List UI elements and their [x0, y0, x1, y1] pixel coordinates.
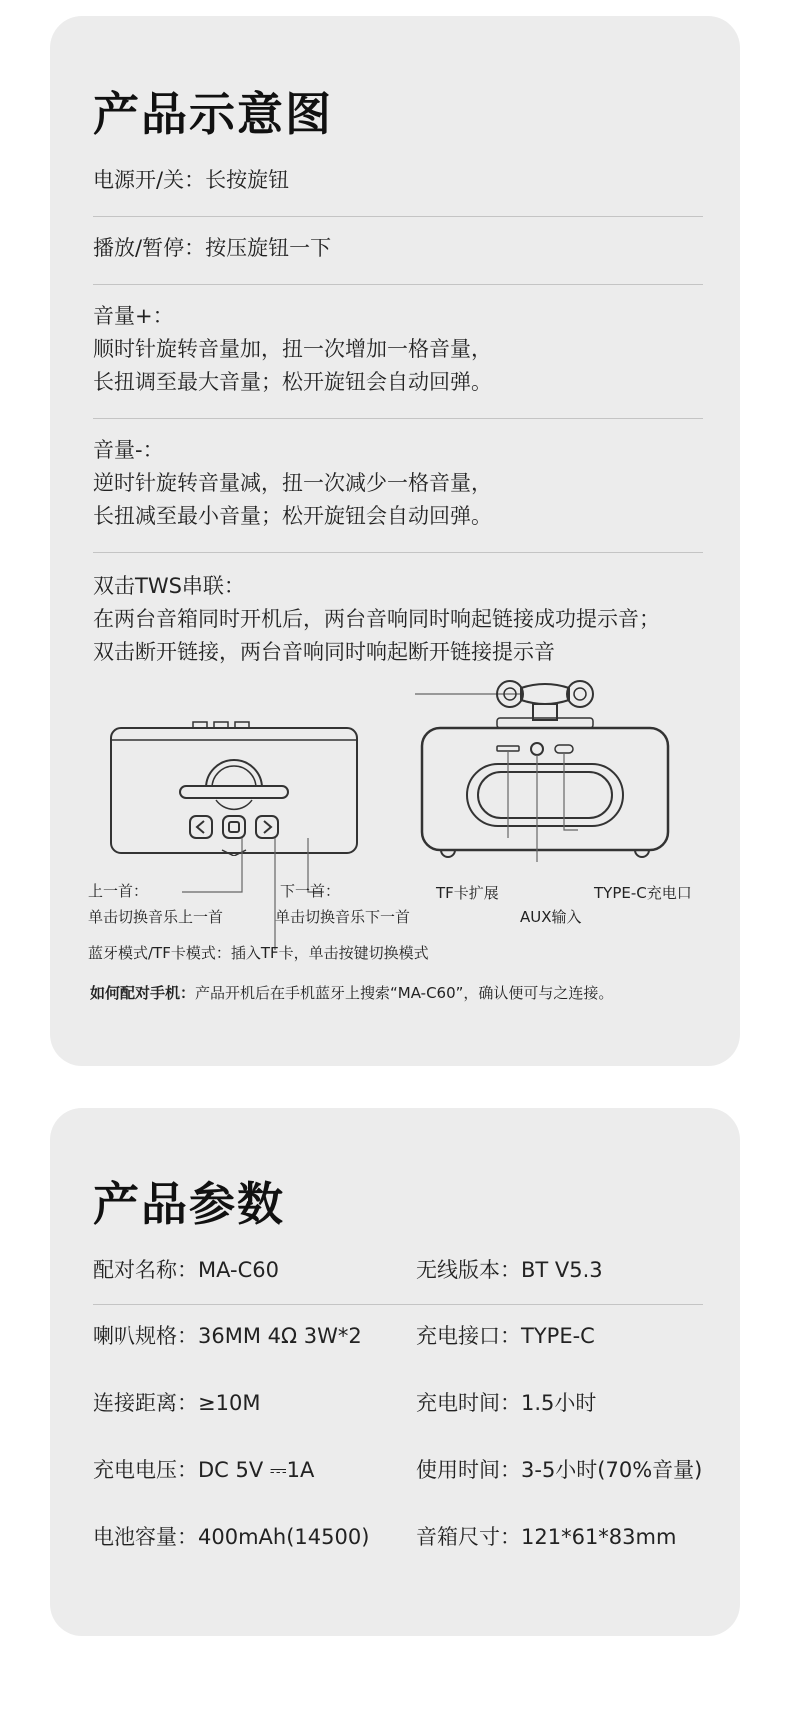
prev-label-desc: 单击切换音乐上一首: [88, 908, 224, 926]
play-line: 播放/暂停：按压旋钮一下: [93, 236, 332, 260]
tws-line: 在两台音箱同时开机后，两台音响同时响起链接成功提示音；: [93, 607, 660, 631]
typec-label: TYPE-C充电口: [594, 884, 692, 902]
param-range: 连接距离：≥10M: [93, 1391, 261, 1415]
prev-label-title: 上一首：: [88, 882, 149, 900]
tws-heading: 双击TWS串联：: [93, 574, 245, 598]
mode-label: 蓝牙模式/TF卡模式：插入TF卡，单击按键切换模式: [88, 944, 429, 962]
divider: [93, 216, 703, 217]
param-charge-time: 充电时间：1.5小时: [416, 1391, 597, 1415]
play-item: [93, 232, 703, 265]
param-battery: 电池容量：400mAh(14500): [93, 1525, 370, 1549]
param-pairing-name: 配对名称：MA-C60: [93, 1258, 279, 1282]
divider: [93, 552, 703, 553]
divider: [93, 1304, 703, 1305]
param-charge-port: 充电接口：TYPE-C: [416, 1324, 595, 1348]
knob-icon: [497, 681, 593, 728]
volume-down-line: 长扭减至最小音量；松开旋钮会自动回弹。: [93, 504, 492, 528]
volume-up-line: 顺时针旋转音量加，扭一次增加一格音量，: [93, 337, 492, 361]
diagram-title: 产品示意图: [93, 87, 333, 141]
next-label-desc: 单击切换音乐下一首: [275, 908, 411, 926]
pairing-note: [90, 982, 613, 1003]
params-card: [50, 1108, 740, 1636]
divider: [93, 284, 703, 285]
volume-down-heading: 音量-：: [93, 438, 164, 462]
volume-up-line: 长扭调至最大音量；松开旋钮会自动回弹。: [93, 370, 492, 394]
typec-port-icon: [555, 745, 573, 753]
tws-line: 双击断开链接，两台音响同时响起断开链接提示音: [93, 640, 555, 664]
speaker-back-illustration: [415, 676, 675, 876]
param-bt-version: 无线版本：BT V5.3: [416, 1258, 603, 1282]
pairing-label: 如何配对手机：: [90, 984, 196, 1002]
params-title: 产品参数: [93, 1177, 285, 1231]
power-line: 电源开/关：长按旋钮: [93, 168, 290, 192]
pairing-text: 产品开机后在手机蓝牙上搜索“MA-C60”，确认便可与之连接。: [195, 984, 614, 1002]
param-charge-voltage: 充电电压：DC 5V ⎓1A: [93, 1458, 315, 1482]
tf-label: TF卡扩展: [436, 884, 499, 902]
param-size: 音箱尺寸：121*61*83mm: [416, 1525, 677, 1549]
next-label-title: 下一首：: [280, 882, 341, 900]
volume-down-item: [93, 434, 703, 533]
divider: [93, 418, 703, 419]
knob-callout: [415, 676, 523, 694]
aux-port-icon: [531, 743, 543, 755]
tws-item: [93, 570, 723, 669]
aux-label: AUX输入: [520, 908, 582, 926]
power-item: [93, 164, 703, 197]
volume-up-item: [93, 300, 703, 399]
diagram-card: [50, 16, 740, 1066]
param-play-time: 使用时间：3-5小时(70%音量): [416, 1458, 703, 1482]
param-speaker-spec: 喇叭规格：36MM 4Ω 3W*2: [93, 1324, 362, 1348]
volume-up-heading: 音量+：: [93, 304, 174, 328]
volume-down-line: 逆时针旋转音量减，扭一次减少一格音量，: [93, 471, 492, 495]
tf-slot-icon: [497, 746, 519, 751]
